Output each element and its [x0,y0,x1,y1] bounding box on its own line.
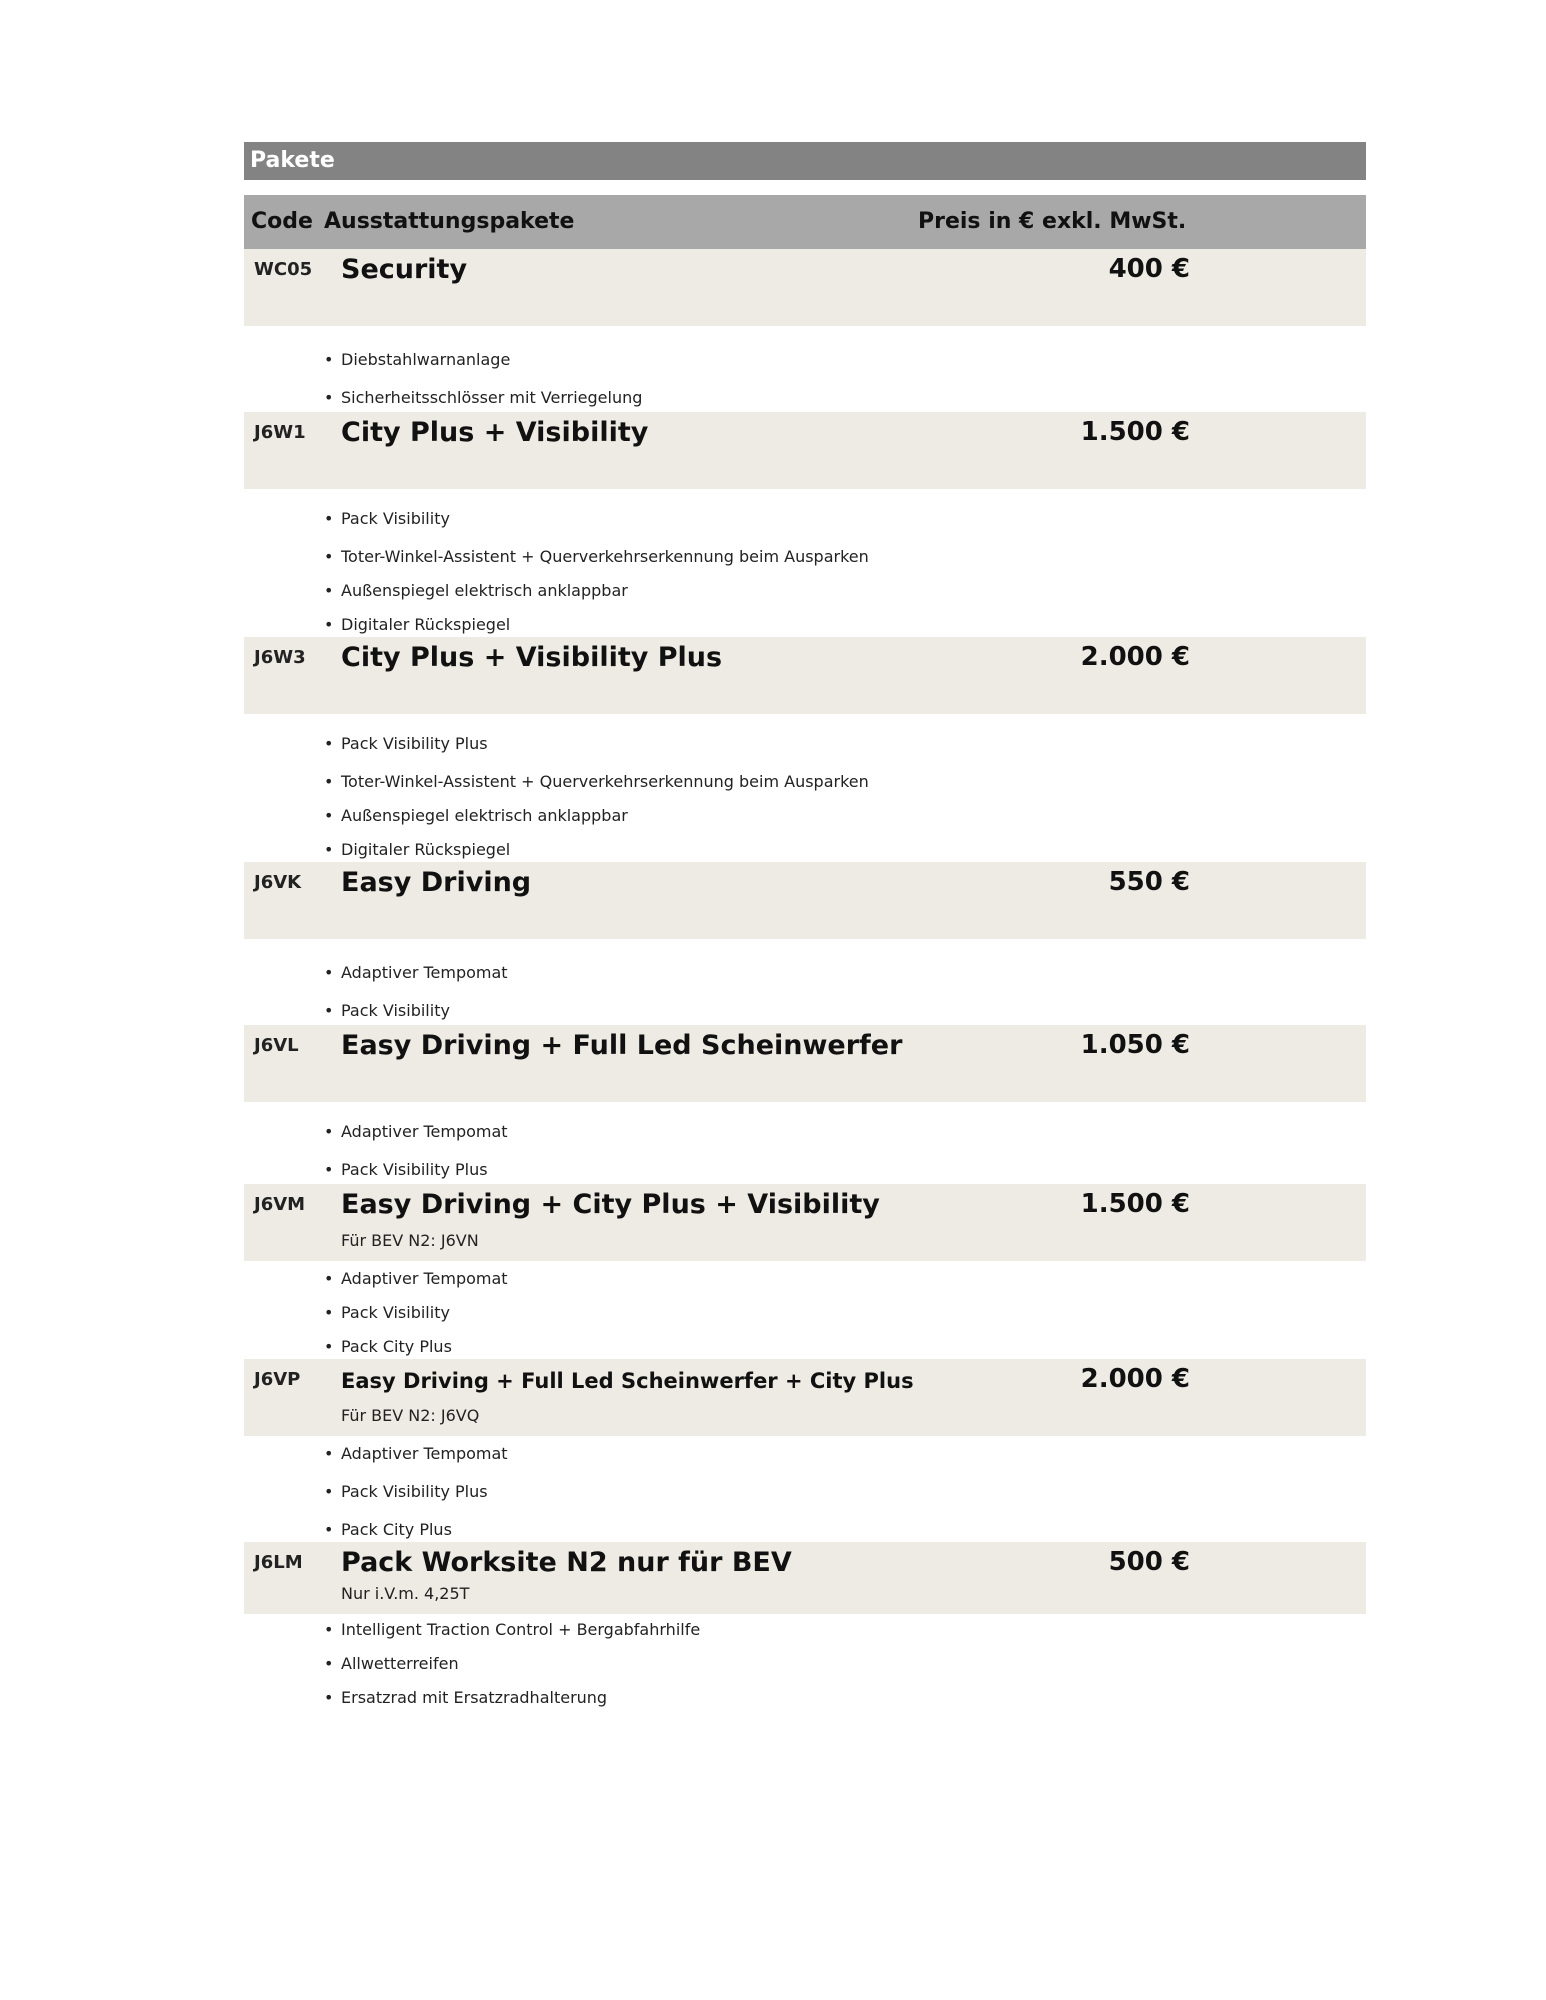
feature-item: • Pack Visibility Plus [244,1482,1366,1502]
package-title: Easy Driving + Full Led Scheinwerfer [341,1030,903,1061]
package-price: 1.500 € [1080,1189,1190,1219]
feature-list [244,1122,1366,1184]
package-price: 400 € [1108,254,1190,284]
package-price: 2.000 € [1080,1364,1190,1394]
package-price: 550 € [1108,867,1190,897]
feature-list [244,1444,1366,1542]
feature-item: • Digitaler Rückspiegel [244,840,1366,860]
package-header [244,862,1366,939]
feature-item: • Toter-Winkel-Assistent + Querverkehrserkennung beim Ausparken [244,772,1366,792]
package-title: Easy Driving + Full Led Scheinwerfer + City Plus [341,1369,914,1393]
package-code: WC05 [254,259,313,280]
feature-item: • Toter-Winkel-Assistent + Querverkehrserkennung beim Ausparken [244,547,1366,567]
feature-item: • Digitaler Rückspiegel [244,615,1366,635]
feature-item: • Pack Visibility [244,1303,1366,1323]
package-header [244,1025,1366,1102]
package-code: J6VL [254,1035,299,1056]
feature-item: • Adaptiver Tempomat [244,1444,1366,1464]
package-title: City Plus + Visibility [341,417,649,448]
feature-item: • Adaptiver Tempomat [244,963,1366,983]
feature-item: • Ersatzrad mit Ersatzradhalterung [244,1688,1366,1708]
feature-item: • Pack Visibility Plus [244,1160,1366,1180]
package-subtitle: Nur i.V.m. 4,25T [341,1584,470,1603]
package-code: J6LM [254,1552,303,1573]
feature-item: • Adaptiver Tempomat [244,1269,1366,1289]
feature-list [244,1269,1366,1359]
package-subtitle: Für BEV N2: J6VN [341,1231,479,1250]
package-header [244,412,1366,489]
feature-item: • Pack City Plus [244,1337,1366,1357]
package-subtitle: Für BEV N2: J6VQ [341,1406,480,1425]
package-header [244,249,1366,326]
feature-list [244,350,1366,412]
feature-item: • Intelligent Traction Control + Bergabfahrhilfe [244,1620,1366,1640]
package-header [244,637,1366,714]
feature-item: • Außenspiegel elektrisch anklappbar [244,581,1366,601]
package-code: J6VM [254,1194,306,1215]
package-header [244,1184,1366,1261]
section-title: Pakete [244,142,1366,180]
package-code: J6W1 [254,422,306,443]
package-price: 500 € [1108,1547,1190,1577]
feature-list [244,734,1366,862]
package-title: Easy Driving [341,867,532,898]
column-header-name: Ausstattungspakete [324,209,575,234]
feature-item: • Pack City Plus [244,1520,1366,1540]
package-header [244,1542,1366,1614]
feature-item: • Sicherheitsschlösser mit Verriegelung [244,388,1366,408]
package-price: 1.050 € [1080,1030,1190,1060]
feature-item: • Adaptiver Tempomat [244,1122,1366,1142]
column-header-code: Code [251,209,313,234]
package-code: J6W3 [254,647,306,668]
package-price: 1.500 € [1080,417,1190,447]
package-price: 2.000 € [1080,642,1190,672]
package-title: Easy Driving + City Plus + Visibility [341,1189,880,1220]
package-list [244,249,1366,1708]
feature-item: • Pack Visibility [244,1001,1366,1021]
feature-item: • Pack Visibility [244,509,1366,529]
feature-item: • Diebstahlwarnanlage [244,350,1366,370]
feature-list [244,963,1366,1025]
package-code: J6VK [254,872,302,893]
package-header [244,1359,1366,1436]
feature-list [244,509,1366,637]
feature-item: • Pack Visibility Plus [244,734,1366,754]
package-title: Security [341,254,468,285]
feature-item: • Allwetterreifen [244,1654,1366,1674]
package-code: J6VP [254,1369,301,1390]
package-title: City Plus + Visibility Plus [341,642,723,673]
feature-list [244,1620,1366,1708]
price-list [244,142,1366,1708]
feature-item: • Außenspiegel elektrisch anklappbar [244,806,1366,826]
column-header-price: Preis in € exkl. MwSt. [918,209,1187,234]
package-title: Pack Worksite N2 nur für BEV [341,1547,792,1578]
column-header-row [244,195,1366,249]
